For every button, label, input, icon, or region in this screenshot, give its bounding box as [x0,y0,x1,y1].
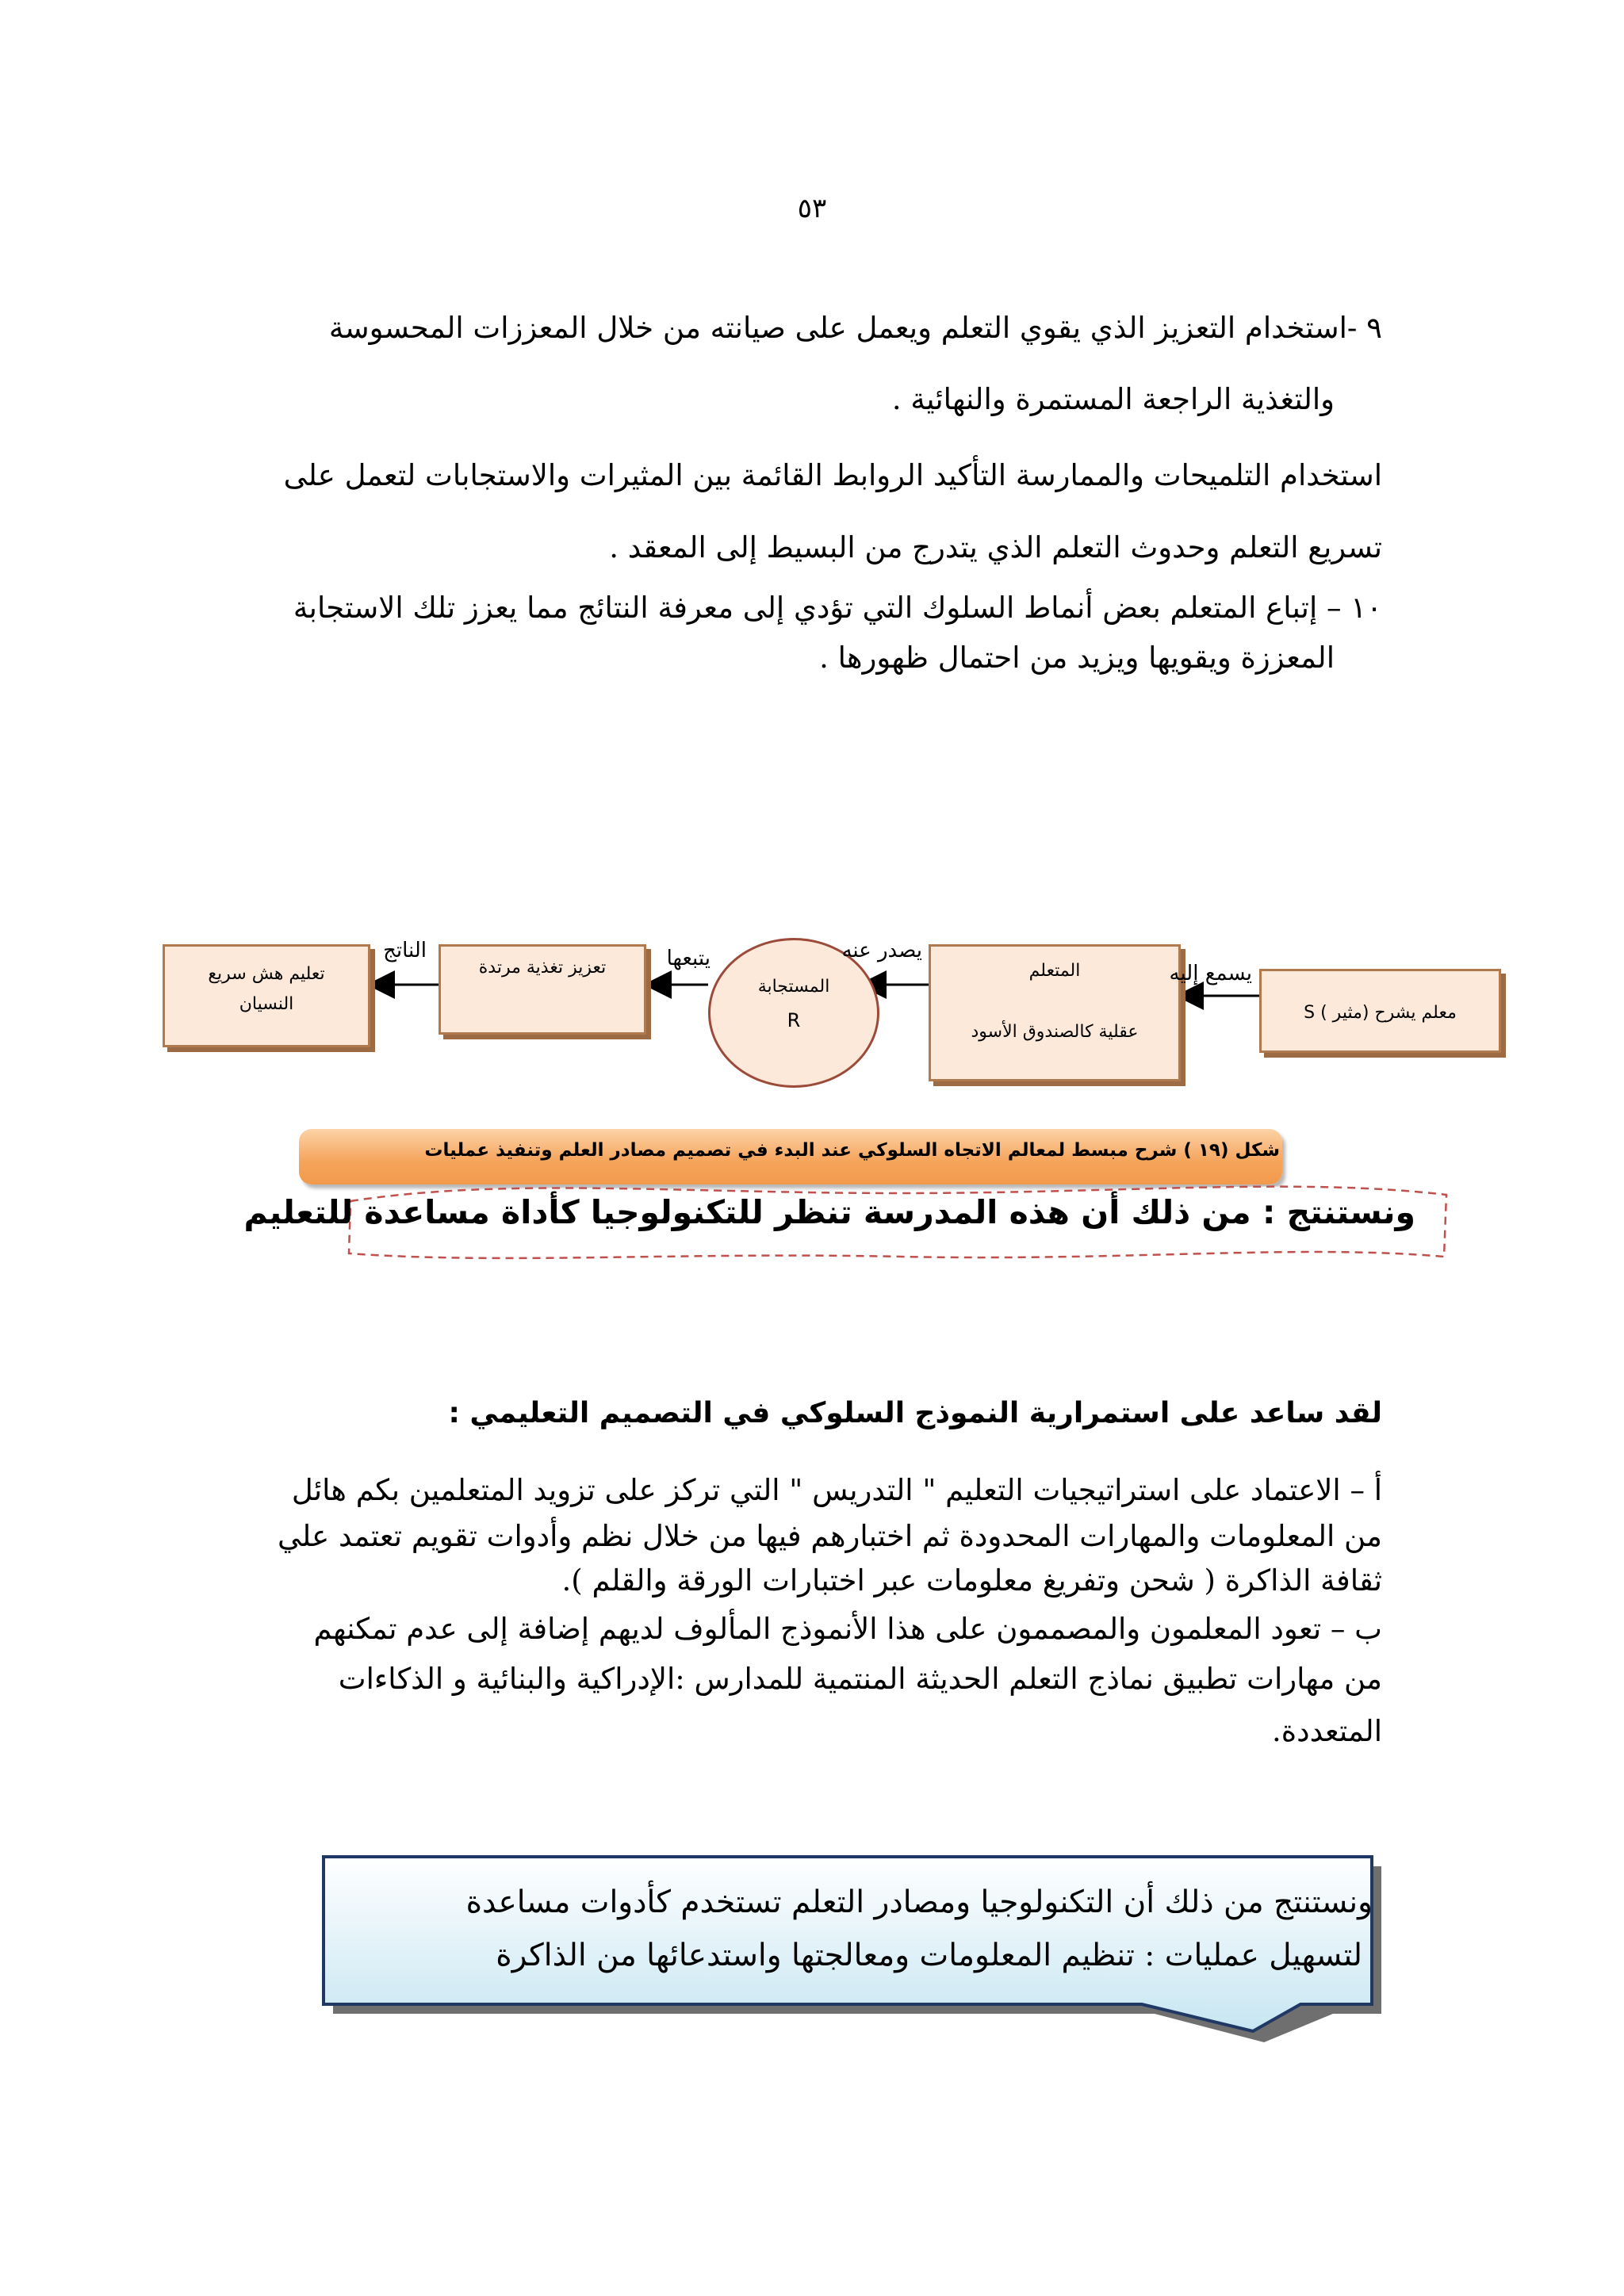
result-box [163,944,370,1047]
label-hears: يسمع إليه [1169,962,1252,985]
reinforcement-box [439,944,646,1035]
label-issues: يصدر عنه [841,939,922,962]
paragraph-hints-line-2: تسريع التعلم وحدوث التعلم الذي يتدرج من البسيط إلى المعقد . [609,530,1382,564]
callout-line-1: ونستنتج من ذلك أن التكنولوجيا ومصادر التعلم تستخدم كأدوات مساعدة [465,1885,1373,1920]
reinforcement-label: تعزيز تغذية مرتدة [478,958,607,978]
section-item-b-line-3: المتعددة. [1271,1714,1382,1748]
section-item-a-line-1: أ – الاعتماد على استراتيجيات التعليم " التدريس " التي تركز على تزويد المتعلمين بكم هائل [291,1473,1382,1507]
learner-title: المتعلم [1028,961,1081,981]
label-follows: يتبعها [666,947,710,970]
paragraph-item-10-line-1: ١٠ – إتباع المتعلم بعض أنماط السلوك التي تؤدي إلى معرفة النتائج مما يعزز تلك الاستجابة [293,591,1382,625]
paragraph-item-10-line-2: المعززة ويقويها ويزيد من احتمال ظهورها . [819,641,1335,675]
conclusion-banner-text: ونستنتج : من ذلك أن هذه المدرسة تنظر للتكنولوجيا كأداة مساعدة للتعليم [243,1193,1415,1231]
page-number: ٥٣ [797,193,827,224]
section-item-b-line-1: ب – تعود المعلمون والمصممون على هذا الأنموذج المألوف لديهم إضافة إلى عدم تمكنهم [313,1612,1382,1646]
section-item-b-line-2: من مهارات تطبيق نماذج التعلم الحديثة المنتمية للمدارس :الإدراكية والبنائية و الذكاءات [338,1662,1382,1696]
teacher-stimulus-box [1259,969,1501,1053]
callout-line-2: لتسهيل عمليات : تنظيم المعلومات ومعالجتها واستدعائها من الذاكرة [496,1938,1362,1973]
response-title: المستجابة [757,977,830,997]
paragraph-item-9-line-1: ٩ -استخدام التعزيز الذي يقوي التعلم ويعمل على صيانته من خلال المعززات المحسوسة [328,311,1382,345]
section-heading: لقد ساعد على استمرارية النموذج السلوكي في التصميم التعليمي : [448,1397,1382,1429]
label-result: الناتج [383,939,427,962]
result-line-1: تعليم هش سريع [208,964,325,984]
learner-box [929,944,1181,1081]
paragraph-item-9-line-2: والتغذية الراجعة المستمرة والنهائية . [891,382,1335,416]
section-item-a-line-2: من المعلومات والمهارات المحدودة ثم اختبارهم فيها من خلال نظم وأدوات تقويم تعتمد علي [278,1519,1382,1553]
figure-caption: شكل (١٩ ) شرح مبسط لمعالم الاتجاه السلوكي عند البدء في تصميم مصادر العلم وتنفيذ عمليات [424,1140,1280,1161]
learner-subtitle: عقلية كالصندوق الأسود [971,1022,1139,1042]
result-line-2: النسيان [239,994,294,1014]
teacher-stimulus-label: معلم يشرح (مثير ) S [1304,1003,1457,1023]
paragraph-hints-line-1: استخدام التلميحات والممارسة التأكيد الروابط القائمة بين المثيرات والاستجابات لتعمل على [283,458,1382,492]
response-letter: R [787,1009,801,1031]
section-item-a-line-3: ثقافة الذاكرة ( شحن وتفريغ معلومات عبر اختبارات الورقة والقلم ). [561,1563,1382,1598]
